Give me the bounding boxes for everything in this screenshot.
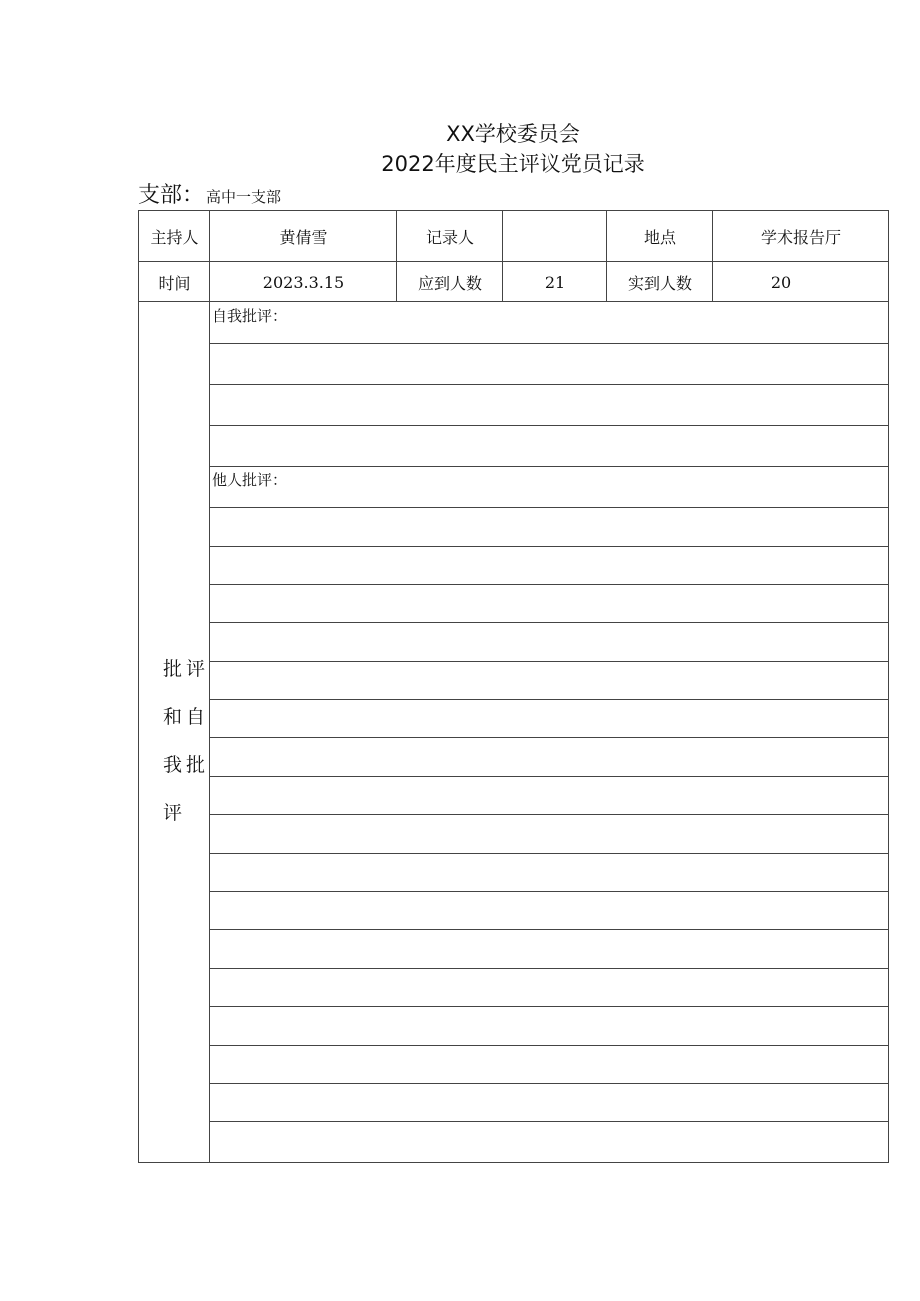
writing-line	[210, 929, 888, 930]
writing-line	[210, 507, 888, 508]
time-label-cell: 时间	[158, 273, 191, 293]
section-side-column	[139, 302, 210, 1163]
writing-line	[210, 1006, 888, 1007]
actual-label-cell: 实到人数	[627, 273, 692, 293]
writing-line	[210, 584, 888, 585]
writing-line	[210, 891, 888, 892]
col-divider	[209, 211, 210, 302]
time-value-cell: 2023.3.15	[262, 272, 345, 292]
col-divider	[606, 211, 607, 302]
branch-line	[138, 181, 281, 211]
branch-label: 支部：	[138, 183, 205, 208]
writing-line	[210, 853, 888, 854]
writing-line	[210, 622, 888, 623]
writing-line	[210, 1083, 888, 1084]
writing-line	[210, 699, 888, 700]
writing-line	[210, 343, 888, 344]
writing-line	[210, 737, 888, 738]
col-divider	[502, 211, 503, 302]
writing-line	[210, 968, 888, 969]
writing-line	[210, 425, 888, 426]
writing-line	[210, 814, 888, 815]
expected-value-cell: 21	[544, 272, 566, 292]
document-subtitle: 2022年度民主评议党员记录	[381, 152, 645, 176]
expected-label-cell: 应到人数	[417, 273, 482, 293]
record-table	[138, 210, 889, 1163]
self-criticism-label: 自我批评：	[212, 307, 288, 325]
writing-line	[210, 776, 888, 777]
writing-line	[210, 1121, 888, 1122]
header-divider	[139, 261, 888, 262]
others-criticism-label: 他人批评：	[212, 471, 288, 489]
col-divider	[712, 211, 713, 302]
recorder-value-cell	[503, 211, 607, 262]
writing-line	[210, 546, 888, 547]
host-label-cell: 主持人	[150, 228, 199, 247]
document-title: XX学校委员会	[446, 122, 580, 146]
writing-line	[210, 384, 888, 385]
col-divider	[396, 211, 397, 302]
location-value-cell: 学术报告厅	[760, 228, 841, 247]
location-label-cell: 地点	[643, 228, 676, 247]
branch-value: 高中一支部	[206, 188, 282, 206]
host-value-cell: 黄倩雪	[279, 228, 328, 247]
writing-line	[210, 661, 888, 662]
recorder-label-cell: 记录人	[425, 228, 474, 247]
actual-value-cell: 20	[770, 272, 792, 292]
section-side-label: 批评和自我批评	[163, 658, 210, 824]
header-bottom-line	[139, 301, 888, 302]
writing-line	[210, 466, 888, 467]
writing-line	[210, 1045, 888, 1046]
